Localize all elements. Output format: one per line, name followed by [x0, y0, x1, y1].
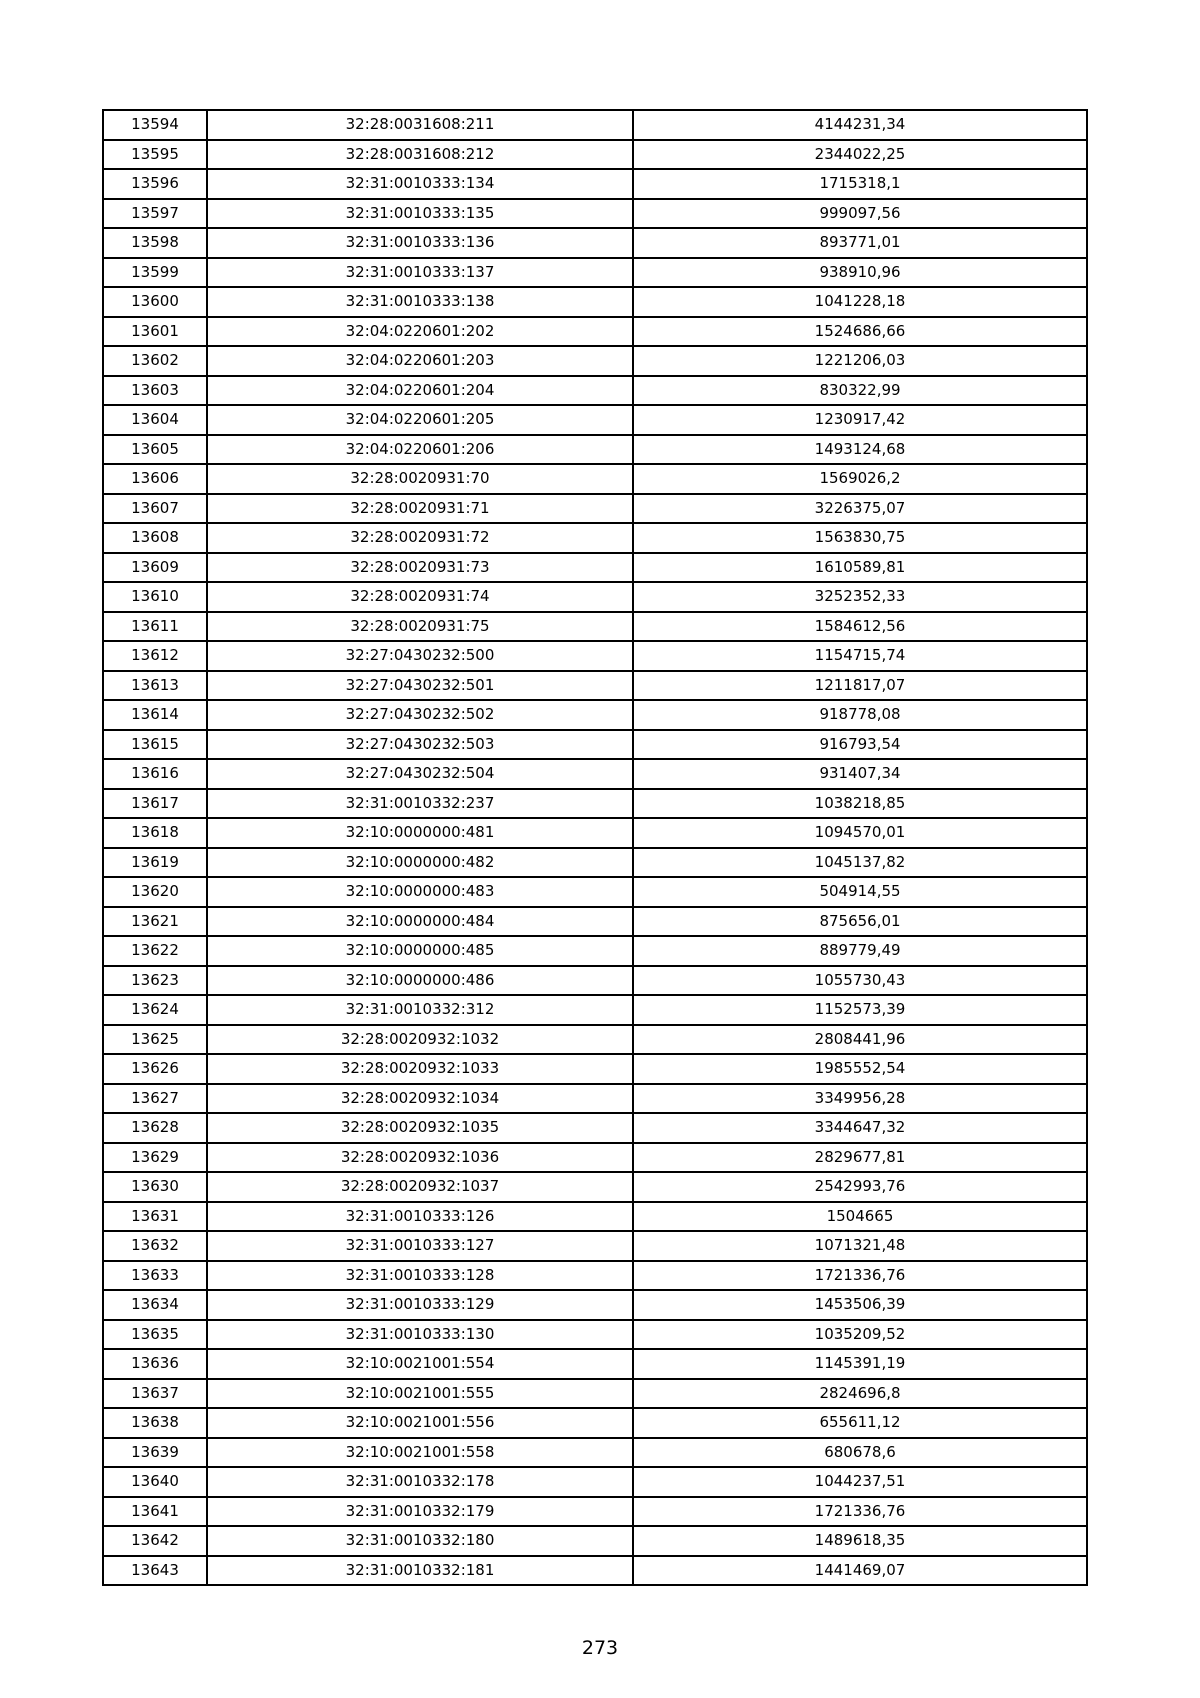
cadastral-number-cell: 32:10:0021001:556 [207, 1408, 633, 1438]
row-number-cell: 13617 [103, 789, 207, 819]
table-row [103, 1143, 1087, 1173]
cadastral-number-cell: 32:04:0220601:205 [207, 405, 633, 435]
cadastral-value-cell: 1055730,43 [633, 966, 1087, 996]
cadastral-value-cell: 1524686,66 [633, 317, 1087, 347]
cadastral-value-cell: 1563830,75 [633, 523, 1087, 553]
row-number-cell: 13634 [103, 1290, 207, 1320]
cadastral-value-cell: 893771,01 [633, 228, 1087, 258]
cadastral-value-cell: 1230917,42 [633, 405, 1087, 435]
row-number-cell: 13636 [103, 1349, 207, 1379]
table-row [103, 317, 1087, 347]
cadastral-number-cell: 32:31:0010333:136 [207, 228, 633, 258]
table-row [103, 730, 1087, 760]
row-number-cell: 13629 [103, 1143, 207, 1173]
cadastral-value-cell: 680678,6 [633, 1438, 1087, 1468]
table-row [103, 759, 1087, 789]
row-number-cell: 13620 [103, 877, 207, 907]
row-number-cell: 13598 [103, 228, 207, 258]
cadastral-value-cell: 1493124,68 [633, 435, 1087, 465]
cadastral-value-cell: 3344647,32 [633, 1113, 1087, 1143]
row-number-cell: 13597 [103, 199, 207, 229]
cadastral-number-cell: 32:10:0021001:554 [207, 1349, 633, 1379]
row-number-cell: 13637 [103, 1379, 207, 1409]
cadastral-number-cell: 32:10:0000000:486 [207, 966, 633, 996]
table-row [103, 1261, 1087, 1291]
table-row [103, 848, 1087, 878]
cadastral-number-cell: 32:28:0020931:74 [207, 582, 633, 612]
cadastral-number-cell: 32:27:0430232:502 [207, 700, 633, 730]
cadastral-value-cell: 938910,96 [633, 258, 1087, 288]
cadastral-value-cell: 504914,55 [633, 877, 1087, 907]
cadastral-number-cell: 32:28:0020931:75 [207, 612, 633, 642]
table-row [103, 966, 1087, 996]
cadastral-value-cell: 1489618,35 [633, 1526, 1087, 1556]
row-number-cell: 13642 [103, 1526, 207, 1556]
cadastral-value-cell: 1584612,56 [633, 612, 1087, 642]
table-row [103, 877, 1087, 907]
cadastral-number-cell: 32:04:0220601:204 [207, 376, 633, 406]
row-number-cell: 13604 [103, 405, 207, 435]
row-number-cell: 13603 [103, 376, 207, 406]
table-row [103, 1290, 1087, 1320]
table-row [103, 464, 1087, 494]
table-row [103, 169, 1087, 199]
cadastral-value-cell: 931407,34 [633, 759, 1087, 789]
cadastral-value-cell: 1041228,18 [633, 287, 1087, 317]
table-row [103, 1438, 1087, 1468]
cadastral-number-cell: 32:27:0430232:500 [207, 641, 633, 671]
cadastral-number-cell: 32:10:0000000:484 [207, 907, 633, 937]
table-row [103, 435, 1087, 465]
page-number: 273 [581, 1637, 619, 1659]
cadastral-value-cell: 1035209,52 [633, 1320, 1087, 1350]
table-row [103, 612, 1087, 642]
row-number-cell: 13640 [103, 1467, 207, 1497]
cadastral-number-cell: 32:31:0010333:137 [207, 258, 633, 288]
cadastral-value-cell: 1504665 [633, 1202, 1087, 1232]
cadastral-number-cell: 32:28:0020931:70 [207, 464, 633, 494]
cadastral-number-cell: 32:04:0220601:203 [207, 346, 633, 376]
table-row [103, 1231, 1087, 1261]
cadastral-number-cell: 32:31:0010332:178 [207, 1467, 633, 1497]
row-number-cell: 13599 [103, 258, 207, 288]
cadastral-number-cell: 32:31:0010333:135 [207, 199, 633, 229]
table-row [103, 405, 1087, 435]
table-row [103, 1556, 1087, 1586]
row-number-cell: 13635 [103, 1320, 207, 1350]
row-number-cell: 13621 [103, 907, 207, 937]
cadastral-number-cell: 32:28:0020931:72 [207, 523, 633, 553]
cadastral-number-cell: 32:10:0000000:483 [207, 877, 633, 907]
table-row [103, 1379, 1087, 1409]
table-row [103, 523, 1087, 553]
cadastral-number-cell: 32:28:0020931:71 [207, 494, 633, 524]
table-row [103, 641, 1087, 671]
cadastral-number-cell: 32:31:0010332:180 [207, 1526, 633, 1556]
row-number-cell: 13631 [103, 1202, 207, 1232]
cadastral-value-cell: 1715318,1 [633, 169, 1087, 199]
row-number-cell: 13616 [103, 759, 207, 789]
cadastral-value-cell: 830322,99 [633, 376, 1087, 406]
table-row [103, 907, 1087, 937]
table-row [103, 1172, 1087, 1202]
table-row [103, 1467, 1087, 1497]
table-row [103, 228, 1087, 258]
row-number-cell: 13632 [103, 1231, 207, 1261]
table-row [103, 553, 1087, 583]
row-number-cell: 13605 [103, 435, 207, 465]
cadastral-number-cell: 32:27:0430232:503 [207, 730, 633, 760]
cadastral-value-cell: 2824696,8 [633, 1379, 1087, 1409]
table-row [103, 110, 1087, 140]
cadastral-number-cell: 32:31:0010333:129 [207, 1290, 633, 1320]
table-row [103, 1349, 1087, 1379]
table-row [103, 287, 1087, 317]
cadastral-value-cell: 1145391,19 [633, 1349, 1087, 1379]
cadastral-number-cell: 32:27:0430232:501 [207, 671, 633, 701]
cadastral-number-cell: 32:28:0031608:211 [207, 110, 633, 140]
row-number-cell: 13596 [103, 169, 207, 199]
cadastral-value-cell: 1071321,48 [633, 1231, 1087, 1261]
cadastral-value-cell: 1154715,74 [633, 641, 1087, 671]
cadastral-number-cell: 32:31:0010333:128 [207, 1261, 633, 1291]
row-number-cell: 13643 [103, 1556, 207, 1586]
table-row [103, 1202, 1087, 1232]
table-row [103, 1320, 1087, 1350]
cadastral-number-cell: 32:10:0021001:558 [207, 1438, 633, 1468]
cadastral-value-cell: 2808441,96 [633, 1025, 1087, 1055]
table-row [103, 789, 1087, 819]
cadastral-value-cell: 1044237,51 [633, 1467, 1087, 1497]
table-row [103, 818, 1087, 848]
row-number-cell: 13614 [103, 700, 207, 730]
table-row [103, 582, 1087, 612]
cadastral-value-cell: 1453506,39 [633, 1290, 1087, 1320]
row-number-cell: 13641 [103, 1497, 207, 1527]
row-number-cell: 13609 [103, 553, 207, 583]
row-number-cell: 13615 [103, 730, 207, 760]
row-number-cell: 13618 [103, 818, 207, 848]
row-number-cell: 13607 [103, 494, 207, 524]
cadastral-value-cell: 1094570,01 [633, 818, 1087, 848]
table-row [103, 140, 1087, 170]
cadastral-value-cell: 3349956,28 [633, 1084, 1087, 1114]
table-row [103, 376, 1087, 406]
cadastral-value-cell: 3226375,07 [633, 494, 1087, 524]
cadastral-value-cell: 1569026,2 [633, 464, 1087, 494]
cadastral-value-cell: 1610589,81 [633, 553, 1087, 583]
cadastral-value-cell: 889779,49 [633, 936, 1087, 966]
row-number-cell: 13610 [103, 582, 207, 612]
cadastral-number-cell: 32:10:0000000:485 [207, 936, 633, 966]
table-row [103, 1054, 1087, 1084]
table-row [103, 1113, 1087, 1143]
cadastral-value-cell: 875656,01 [633, 907, 1087, 937]
cadastral-value-cell: 1045137,82 [633, 848, 1087, 878]
row-number-cell: 13602 [103, 346, 207, 376]
cadastral-number-cell: 32:31:0010332:312 [207, 995, 633, 1025]
row-number-cell: 13613 [103, 671, 207, 701]
row-number-cell: 13638 [103, 1408, 207, 1438]
cadastral-number-cell: 32:04:0220601:202 [207, 317, 633, 347]
row-number-cell: 13594 [103, 110, 207, 140]
cadastral-value-table [102, 109, 1088, 1586]
cadastral-value-cell: 1152573,39 [633, 995, 1087, 1025]
table-row [103, 258, 1087, 288]
cadastral-number-cell: 32:31:0010333:127 [207, 1231, 633, 1261]
row-number-cell: 13633 [103, 1261, 207, 1291]
table-row [103, 1526, 1087, 1556]
cadastral-number-cell: 32:31:0010333:126 [207, 1202, 633, 1232]
cadastral-value-cell: 2829677,81 [633, 1143, 1087, 1173]
table-row [103, 494, 1087, 524]
row-number-cell: 13611 [103, 612, 207, 642]
cadastral-number-cell: 32:28:0020932:1032 [207, 1025, 633, 1055]
cadastral-value-cell: 2344022,25 [633, 140, 1087, 170]
table-row [103, 1025, 1087, 1055]
row-number-cell: 13612 [103, 641, 207, 671]
row-number-cell: 13595 [103, 140, 207, 170]
cadastral-value-cell: 3252352,33 [633, 582, 1087, 612]
cadastral-value-cell: 999097,56 [633, 199, 1087, 229]
table-row [103, 1408, 1087, 1438]
table-row [103, 671, 1087, 701]
cadastral-number-cell: 32:28:0020931:73 [207, 553, 633, 583]
cadastral-value-cell: 1721336,76 [633, 1497, 1087, 1527]
cadastral-number-cell: 32:31:0010333:130 [207, 1320, 633, 1350]
row-number-cell: 13619 [103, 848, 207, 878]
row-number-cell: 13622 [103, 936, 207, 966]
row-number-cell: 13608 [103, 523, 207, 553]
table-body [103, 110, 1087, 1585]
cadastral-value-cell: 1441469,07 [633, 1556, 1087, 1586]
table-row [103, 199, 1087, 229]
row-number-cell: 13623 [103, 966, 207, 996]
cadastral-number-cell: 32:28:0020932:1037 [207, 1172, 633, 1202]
cadastral-number-cell: 32:31:0010333:138 [207, 287, 633, 317]
table-row [103, 1084, 1087, 1114]
cadastral-value-cell: 4144231,34 [633, 110, 1087, 140]
row-number-cell: 13630 [103, 1172, 207, 1202]
cadastral-number-cell: 32:28:0031608:212 [207, 140, 633, 170]
cadastral-number-cell: 32:28:0020932:1036 [207, 1143, 633, 1173]
cadastral-number-cell: 32:27:0430232:504 [207, 759, 633, 789]
table-row [103, 1497, 1087, 1527]
row-number-cell: 13600 [103, 287, 207, 317]
table-row [103, 346, 1087, 376]
cadastral-number-cell: 32:10:0000000:481 [207, 818, 633, 848]
cadastral-value-cell: 918778,08 [633, 700, 1087, 730]
cadastral-number-cell: 32:04:0220601:206 [207, 435, 633, 465]
row-number-cell: 13606 [103, 464, 207, 494]
cadastral-value-cell: 916793,54 [633, 730, 1087, 760]
row-number-cell: 13624 [103, 995, 207, 1025]
table-row [103, 936, 1087, 966]
cadastral-value-cell: 2542993,76 [633, 1172, 1087, 1202]
cadastral-number-cell: 32:10:0021001:555 [207, 1379, 633, 1409]
cadastral-number-cell: 32:28:0020932:1034 [207, 1084, 633, 1114]
cadastral-number-cell: 32:31:0010333:134 [207, 169, 633, 199]
cadastral-value-cell: 1985552,54 [633, 1054, 1087, 1084]
cadastral-number-cell: 32:28:0020932:1033 [207, 1054, 633, 1084]
table-row [103, 995, 1087, 1025]
cadastral-number-cell: 32:10:0000000:482 [207, 848, 633, 878]
row-number-cell: 13626 [103, 1054, 207, 1084]
row-number-cell: 13639 [103, 1438, 207, 1468]
cadastral-value-cell: 1038218,85 [633, 789, 1087, 819]
row-number-cell: 13625 [103, 1025, 207, 1055]
cadastral-number-cell: 32:31:0010332:181 [207, 1556, 633, 1586]
row-number-cell: 13601 [103, 317, 207, 347]
cadastral-value-cell: 1221206,03 [633, 346, 1087, 376]
row-number-cell: 13627 [103, 1084, 207, 1114]
row-number-cell: 13628 [103, 1113, 207, 1143]
table-row [103, 700, 1087, 730]
cadastral-value-cell: 1211817,07 [633, 671, 1087, 701]
cadastral-number-cell: 32:31:0010332:237 [207, 789, 633, 819]
cadastral-value-cell: 655611,12 [633, 1408, 1087, 1438]
cadastral-number-cell: 32:31:0010332:179 [207, 1497, 633, 1527]
cadastral-number-cell: 32:28:0020932:1035 [207, 1113, 633, 1143]
cadastral-value-cell: 1721336,76 [633, 1261, 1087, 1291]
